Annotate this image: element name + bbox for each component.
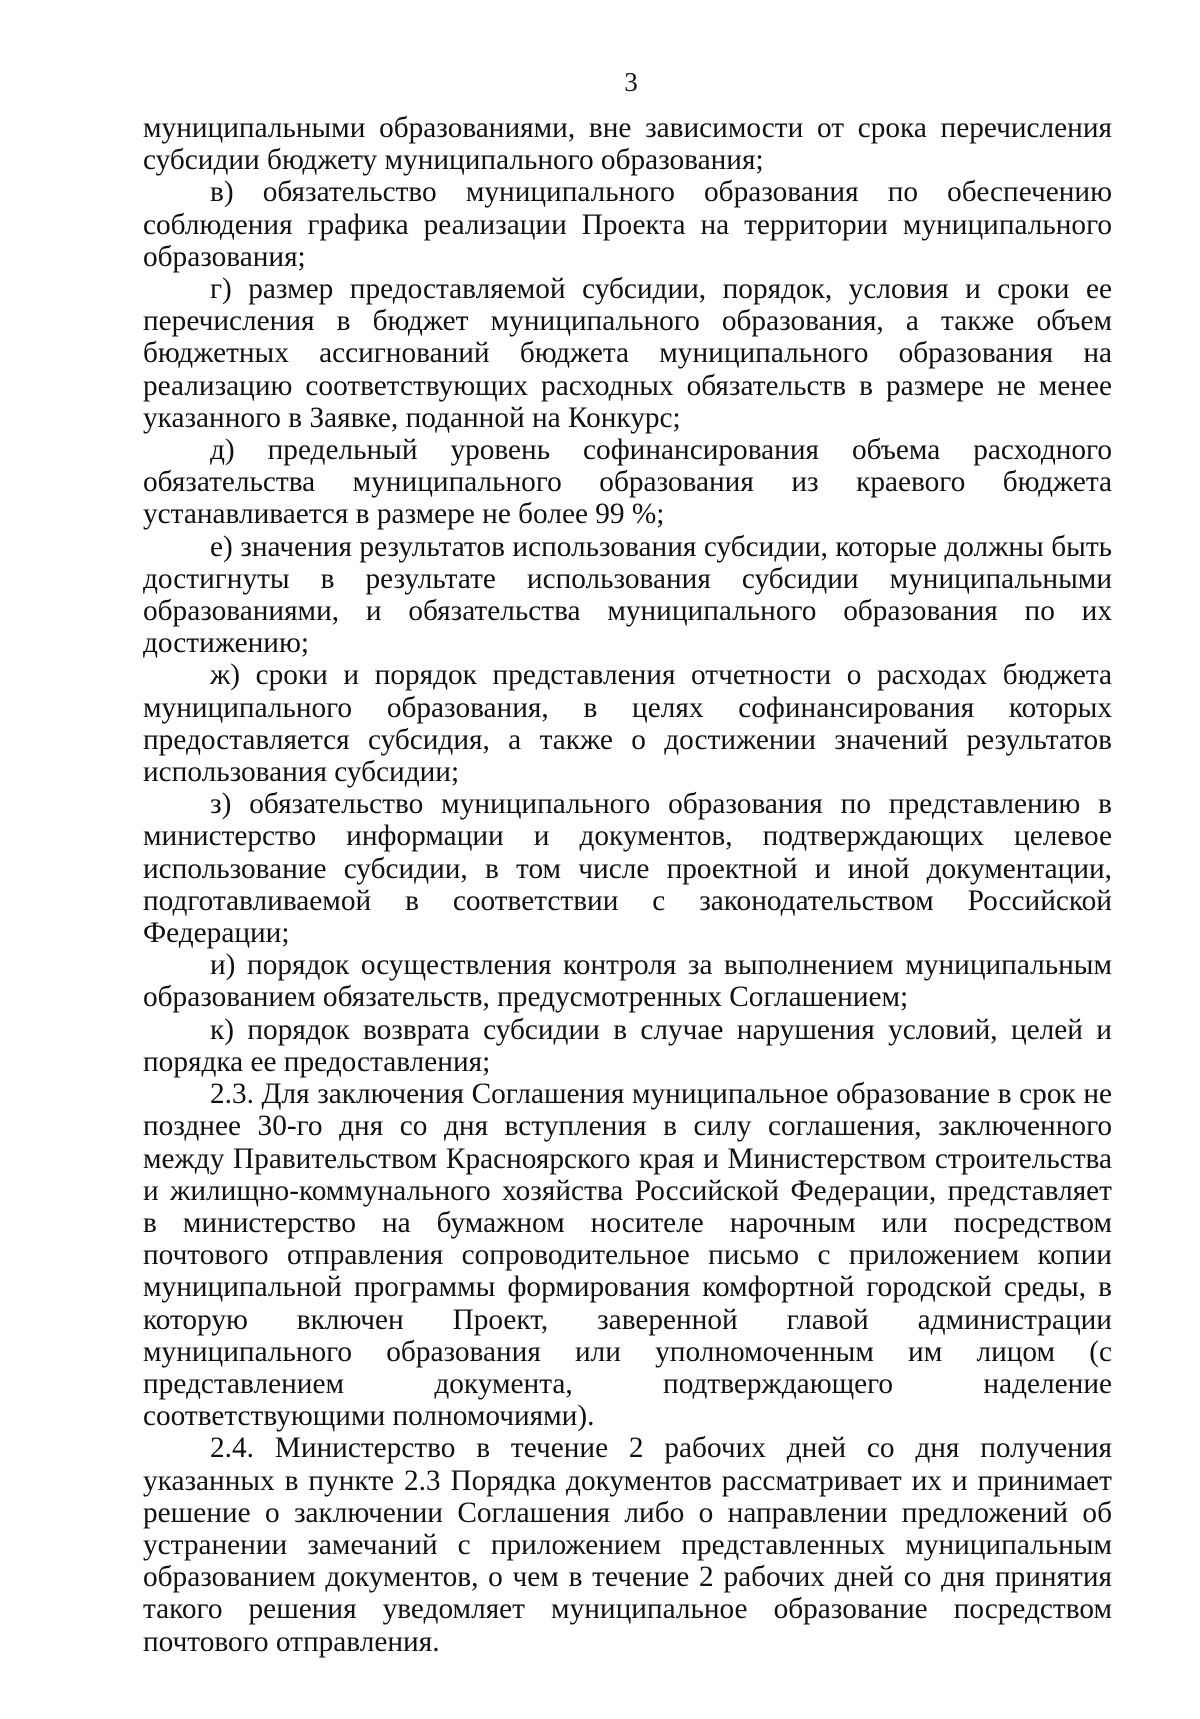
paragraph-section-2-4: 2.4. Министерство в течение 2 рабочих дней со дня получения указанных в пункте 2.3 Порядка документов рассматривает их и принимает решение о заключении Соглашения либо о направлении предложений об устранении замечаний с приложением представленных муниципальным образованием документов, о чем в течение 2 рабочих дней со дня принятия такого решения уведомляет муниципальное образование посредством почтового отправления. <box>143 1432 1112 1658</box>
paragraph-item-e: е) значения результатов использования субсидии, которые должны быть достигнуты в результате использования субсидии муниципальными образованиями, и обязательства муниципального образования по их достижению; <box>143 530 1112 660</box>
paragraph-item-g: г) размер предоставляемой субсидии, порядок, условия и сроки ее перечисления в бюджет муниципального образования, а также объем бюджетных ассигнований бюджета муниципального образования на реализацию соответствующих расходных обязательств в размере не менее указанного в Заявке, поданной на Конкурс; <box>143 273 1112 434</box>
paragraph-item-zh: ж) сроки и порядок представления отчетности о расходах бюджета муниципального образования, в целях софинансирования которых предоставляется субсидия, а также о достижении значений результатов использования субсидии; <box>143 659 1112 789</box>
paragraph-section-2-3: 2.3. Для заключения Соглашения муниципальное образование в срок не позднее 30-го дня со дня вступления в силу соглашения, заключенного между Правительством Красноярского края и Министерством строительства и жилищно-коммунального хозяйства Российской Федерации, представляет в министерство на бумажном носителе нарочным или посредством почтового отправления сопроводительное письмо с приложением копии муниципальной программы формирования комфортной городской среды, в которую включен Проект, заверенной главой администрации муниципального образования или уполномоченным им лицом (с представлением документа, подтверждающего наделение соответствующими полномочиями). <box>143 1078 1112 1433</box>
paragraph-continuation: муниципальными образованиями, вне зависимости от срока перечисления субсидии бюджету муниципального образования; <box>143 112 1112 177</box>
paragraph-item-i: и) порядок осуществления контроля за выполнением муниципальным образованием обязательств, предусмотренных Соглашением; <box>143 949 1112 1014</box>
paragraph-item-d: д) предельный уровень софинансирования объема расходного обязательства муниципального образования из краевого бюджета устанавливается в размере не более 99 %; <box>143 434 1112 531</box>
paragraph-item-v: в) обязательство муниципального образования по обеспечению соблюдения графика реализации Проекта на территории муниципального образования; <box>143 176 1112 273</box>
page-number: 3 <box>624 67 638 97</box>
paragraph-item-z: з) обязательство муниципального образования по представлению в министерство информации и документов, подтверждающих целевое использование субсидии, в том числе проектной и иной документации, подготавливаемой в соответствии с законодательством Российской Федерации; <box>143 788 1112 950</box>
document-body <box>143 112 1112 1658</box>
paragraph-item-k: к) порядок возврата субсидии в случае нарушения условий, целей и порядка ее предоставления; <box>143 1013 1112 1078</box>
